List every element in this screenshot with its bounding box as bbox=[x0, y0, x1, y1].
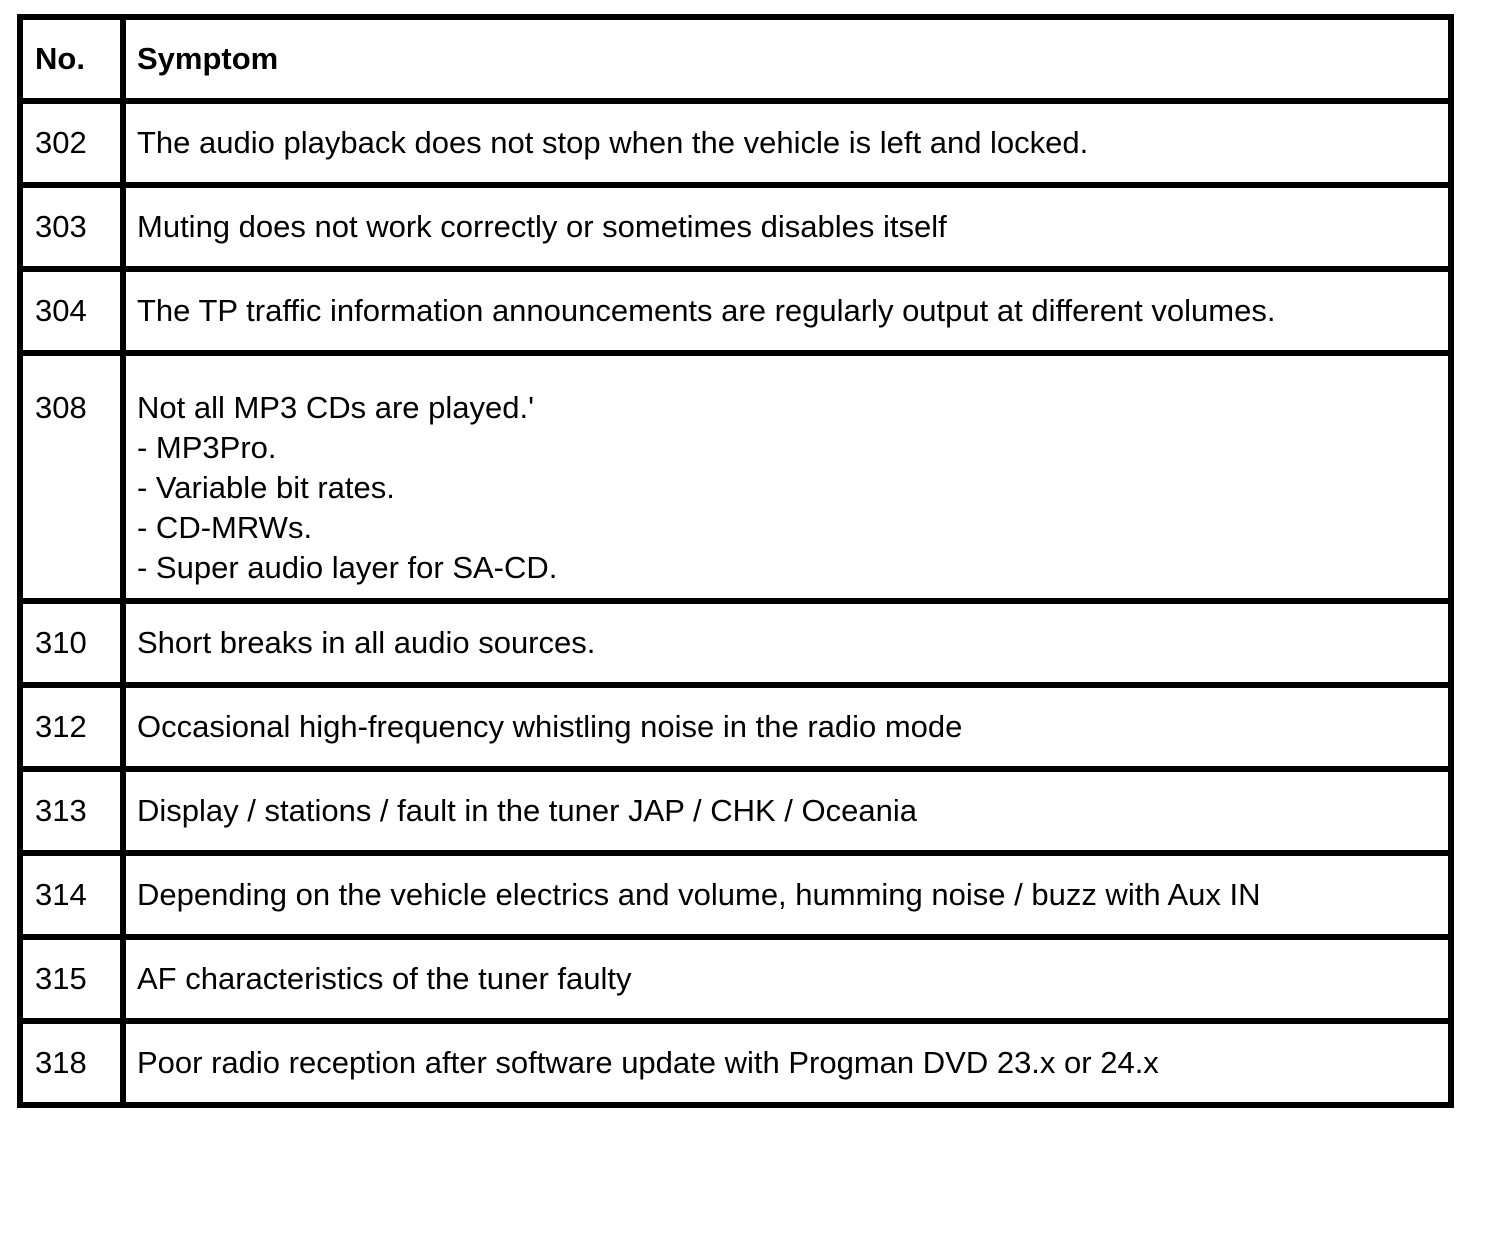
table-row bbox=[20, 269, 1451, 353]
row-symptom: Occasional high-frequency whistling noise in the radio mode bbox=[123, 685, 1451, 769]
row-number: 308 bbox=[20, 353, 123, 601]
row-symptom: Display / stations / fault in the tuner JAP / CHK / Oceania bbox=[123, 769, 1451, 853]
row-symptom: Short breaks in all audio sources. bbox=[123, 601, 1451, 685]
row-symptom: Depending on the vehicle electrics and volume, humming noise / buzz with Aux IN bbox=[123, 853, 1451, 937]
row-symptom: Poor radio reception after software update with Progman DVD 23.x or 24.x bbox=[123, 1021, 1451, 1105]
table-row bbox=[20, 353, 1451, 601]
symptom-table bbox=[17, 14, 1454, 1108]
table-row bbox=[20, 601, 1451, 685]
table-row bbox=[20, 101, 1451, 185]
table-row bbox=[20, 937, 1451, 1021]
row-number: 304 bbox=[20, 269, 123, 353]
symptom-line: - MP3Pro. bbox=[137, 430, 277, 465]
row-symptom bbox=[123, 353, 1451, 601]
row-number: 310 bbox=[20, 601, 123, 685]
table-row bbox=[20, 853, 1451, 937]
header-no: No. bbox=[20, 17, 123, 101]
symptom-line: - Variable bit rates. bbox=[137, 470, 395, 505]
symptom-line: - CD-MRWs. bbox=[137, 510, 313, 545]
symptom-line: Not all MP3 CDs are played.' bbox=[137, 390, 535, 425]
table-row bbox=[20, 185, 1451, 269]
table-row bbox=[20, 769, 1451, 853]
row-number: 315 bbox=[20, 937, 123, 1021]
row-number: 318 bbox=[20, 1021, 123, 1105]
row-number: 303 bbox=[20, 185, 123, 269]
row-symptom: The audio playback does not stop when the vehicle is left and locked. bbox=[123, 101, 1451, 185]
row-number: 312 bbox=[20, 685, 123, 769]
table-row bbox=[20, 685, 1451, 769]
row-symptom: Muting does not work correctly or sometimes disables itself bbox=[123, 185, 1451, 269]
symptom-line: - Super audio layer for SA-CD. bbox=[137, 550, 558, 585]
row-number: 313 bbox=[20, 769, 123, 853]
header-symptom: Symptom bbox=[123, 17, 1451, 101]
table-header-row bbox=[20, 17, 1451, 101]
row-symptom: The TP traffic information announcements are regularly output at different volumes. bbox=[123, 269, 1451, 353]
table-row bbox=[20, 1021, 1451, 1105]
row-number: 314 bbox=[20, 853, 123, 937]
row-number: 302 bbox=[20, 101, 123, 185]
row-symptom: AF characteristics of the tuner faulty bbox=[123, 937, 1451, 1021]
